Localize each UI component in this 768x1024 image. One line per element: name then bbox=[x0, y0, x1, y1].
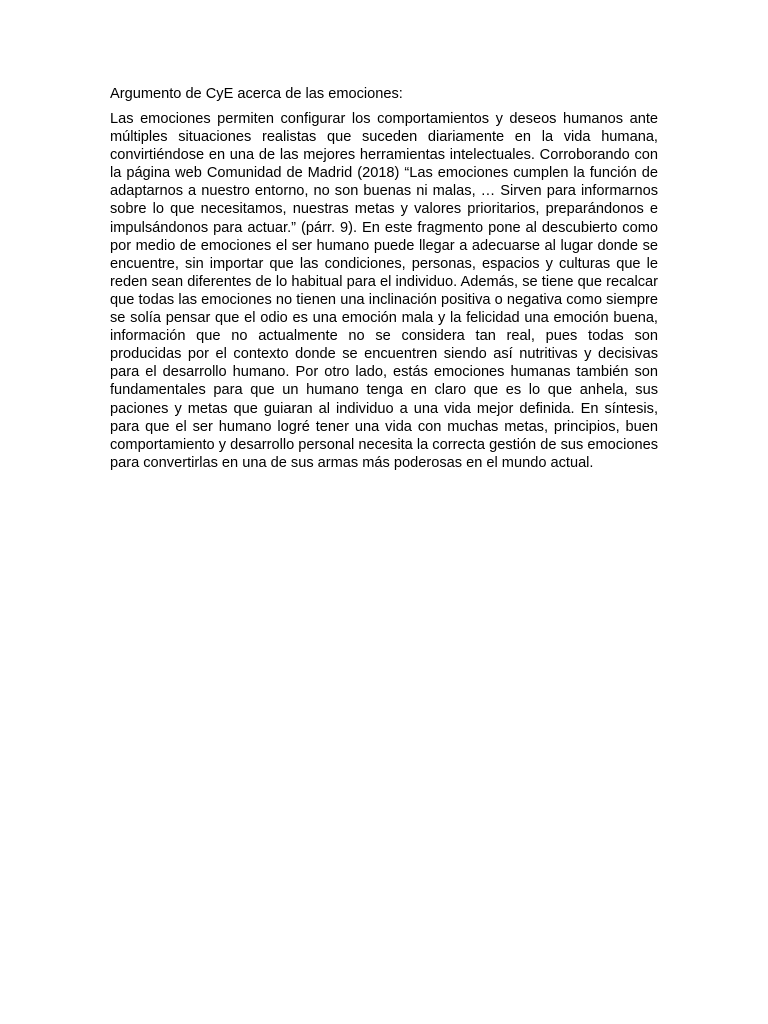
document-content bbox=[110, 85, 658, 472]
document-heading: Argumento de CyE acerca de las emociones: bbox=[110, 86, 403, 102]
document-paragraph: Las emociones permiten configurar los comportamientos y deseos humanos ante múltiples situaciones realistas que suceden diariamente en la vida humana, convirtiéndose en una de las mejores herramientas intelectuales. Corroborando con la página web Comunidad de Madrid (2018) “Las emociones cumplen la función de adaptarnos a nuestro entorno, no son buenas ni malas, … Sirven para informarnos sobre lo que necesitamos, nuestras metas y valores prioritarios, preparándonos e impulsándonos para actuar.” (párr. 9). En este fragmento pone al descubierto como por medio de emociones el ser humano puede llegar a adecuarse al lugar donde se encuentre, sin importar que las condiciones, personas, espacios y culturas que le reden sean diferentes de lo habitual para el individuo. Además, se tiene que recalcar que todas las emociones no tienen una inclinación positiva o negativa como siempre se solía pensar que el odio es una emoción mala y la felicidad una emoción buena, información que no actualmente no se considera tan real, pues todas son producidas por el contexto donde se encuentren siendo así nutritivas y decisivas para el desarrollo humano. Por otro lado, estás emociones humanas también son fundamentales para que un humano tenga en claro que es lo que anhela, sus paciones y metas que guiaran al individuo a una vida mejor definida. En síntesis, para que el ser humano logré tener una vida con muchas metas, principios, buen comportamiento y desarrollo personal necesita la correcta gestión de sus emociones para convertirlas en una de sus armas más poderosas en el mundo actual. bbox=[110, 111, 658, 471]
